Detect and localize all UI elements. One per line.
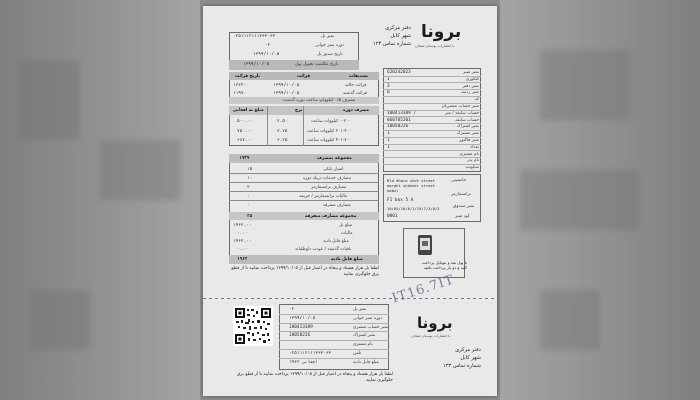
row-divider	[229, 191, 379, 192]
row-divider	[383, 123, 481, 124]
due-date-value: ۱۳۹۹/۱۰/۰۵	[243, 62, 270, 67]
bill-number-label: نمبر بل	[321, 34, 335, 39]
row-divider	[279, 314, 389, 315]
transformer-value: F1 box 5 A	[387, 198, 414, 203]
payment-caption	[401, 260, 467, 270]
customer-field-value: 1	[387, 76, 390, 82]
background-blur-block	[30, 290, 90, 350]
period-label: دوره میتر خوانی	[315, 43, 345, 48]
consumption-col-amount: مبلغ به افغانی	[233, 108, 264, 113]
bill-number-value: ۰۲	[265, 43, 271, 48]
background-blur-block	[20, 60, 80, 140]
background-blur-block	[540, 50, 630, 120]
payment-info-box	[403, 228, 465, 278]
issue-date-label: تاریخ صدور بل	[317, 52, 343, 57]
row-divider	[383, 103, 481, 104]
customer-field-label: نام مشتری	[459, 151, 479, 157]
readings-col-note: تصدیقات	[349, 74, 368, 79]
stub-field-value: 10058226	[289, 333, 311, 339]
subtotal-value: ۲۵	[247, 214, 253, 219]
customer-field-value: 1	[387, 131, 390, 137]
row-divider	[279, 323, 389, 324]
summary-value: ۰.۰۰	[237, 231, 248, 236]
summary-value: ۱۹۶۲.۰۰	[233, 223, 252, 228]
customer-field-label: نمبر مشترک	[456, 131, 479, 137]
totals-header	[229, 154, 379, 163]
stub-field-value: ۰۲۵۱۱۱۲۱۱۱۳۳۳۰۳۳	[289, 351, 332, 356]
subtotal-title: مجموعه مصارف متفرقه	[305, 214, 357, 219]
row-divider	[279, 340, 389, 341]
consumption-rate: ۲.۵۰	[277, 119, 288, 124]
consumption-rate: ۶.۲۵	[277, 138, 288, 143]
background-blur-block	[100, 140, 180, 200]
brand-logo: برونا	[421, 22, 462, 42]
row-divider	[383, 116, 481, 117]
stub-field-label: نمبر اشتراک	[353, 333, 376, 339]
office-line: شماره تماس ۱۲۳	[372, 41, 411, 47]
charge-value: ۰	[247, 194, 250, 199]
consumption-range: ۴۰۱-۷۰۰ کیلووات ساعت	[307, 138, 352, 143]
charge-label: مصارف خدمات دریک دوره	[303, 176, 351, 181]
address-label: جانشینی	[451, 178, 467, 183]
charge-label: مصارف ترانسفارمر	[311, 185, 347, 190]
summary-value: ۱۹۶۲.۰۰	[233, 239, 252, 244]
row-divider	[383, 82, 481, 83]
customer-field-label: حساب سابقه	[455, 117, 479, 123]
cover-value: 0001	[387, 214, 398, 219]
charge-value: ۱۰	[247, 176, 253, 181]
office-line: دفتر مرکزی	[385, 25, 411, 31]
table-divider	[267, 106, 268, 146]
customer-field-label: نمبر حساب مشتریان	[441, 104, 479, 109]
brand-tagline: با انتشارات بوستان شفاف	[415, 44, 455, 48]
customer-field-value: 6	[387, 90, 390, 96]
readings-col-date: تاریخ قرائت	[235, 74, 261, 79]
office-line: دفتر مرکزی	[455, 347, 481, 353]
customer-field-value: 1	[387, 138, 390, 143]
customer-field-label: سکونت	[465, 165, 479, 171]
row-divider	[383, 164, 481, 165]
payment-note: لطفا بل هزار هشتاد و پنجاه در اعتبار قبل از ۱۳۹۹/۱۰/۰۵ پرداخت نمایید تا از قطع برق جلوگیری نمایید	[231, 266, 379, 277]
customer-field-label: نمبر میتر	[463, 70, 479, 75]
electricity-bill-sheet	[203, 6, 497, 396]
stub-field-label: مبلغ قابل تادیه	[353, 359, 379, 365]
payment-caption-line: با پول نقد و موبایل پرداخت	[421, 260, 467, 265]
stub-brand-logo: برونا	[417, 314, 453, 332]
stub-field-label: دوره میتر خوانی	[353, 315, 383, 321]
row-divider	[229, 182, 379, 183]
background-blur-block	[520, 170, 640, 230]
charge-label: امتیاز بانکی	[323, 167, 344, 172]
due-date-label: تاریخ مکلفیت تحویل پول	[295, 62, 339, 67]
customer-field-value: 1	[387, 144, 390, 150]
stub-field-label: تلفن	[353, 351, 362, 356]
customer-field-label: نمبر دفتر	[462, 83, 479, 89]
consumption-col-rate: نرخ	[295, 108, 303, 113]
row-divider	[229, 173, 379, 174]
row-divider	[279, 331, 389, 332]
stub-brand-tagline: با انتشارات بوستان شفاف	[411, 334, 451, 338]
consumption-range: ۰-۲۰۰ کیلووات ساعت	[311, 119, 351, 124]
customer-field-label: نام پدر	[466, 158, 479, 164]
row-divider	[229, 200, 379, 201]
consumption-amount: ۵۰۰.۰۰	[237, 119, 253, 124]
table-divider	[303, 106, 304, 146]
stub-field-label: نام مشتری	[353, 342, 373, 348]
payable-label: مبلغ قابل تادیه	[331, 257, 363, 262]
tear-line	[203, 298, 497, 299]
office-line: شماره تماس ۱۲۳	[442, 363, 481, 369]
consumption-rate: ۳.۷۵	[277, 129, 288, 134]
office-line: شهر کابل	[390, 33, 411, 39]
customer-field-label: کتگوری	[465, 76, 479, 82]
customer-field-value: 060705201	[387, 117, 411, 123]
stub-office-info	[429, 346, 481, 370]
charge-value: ۱۵	[247, 167, 253, 172]
stub-field-value: ۰۲	[289, 307, 295, 312]
customer-field-label: نمبر فاکتور	[459, 138, 479, 143]
customer-field-label: کد	[474, 97, 479, 103]
office-line: شهر کابل	[460, 355, 481, 361]
row-divider	[279, 358, 389, 359]
row-divider	[383, 96, 481, 97]
payment-caption-line: کنید و دو بار پرداخت نکنید	[423, 265, 467, 270]
stub-field-value: ۱۹۶۲ افغانی	[289, 359, 319, 365]
phone-value: ۰۲۵۱۱۱۲۱۱۱۳۳۳۰۳۳	[233, 34, 276, 39]
stub-field-label: نمبر حساب مشتری	[353, 324, 389, 330]
charge-label: مصارف متفرقه	[323, 203, 351, 208]
consumption-range: ۲۰۱-۴۰۰ کیلووات ساعت	[307, 129, 352, 134]
stub-field-value: 100413389	[289, 324, 313, 330]
row-divider	[383, 130, 481, 131]
qr-code	[233, 306, 273, 346]
summary-label: مبلغ قابل تادیه	[323, 239, 349, 244]
address-value: Bld dhara shot street marghi shaheer street kabul	[387, 178, 436, 193]
period-value: ۱۳۹۹/۱۰/۰۵	[253, 52, 280, 57]
row-divider	[383, 110, 481, 111]
customer-field-label: تعداد	[470, 144, 479, 150]
stub-payment-note: لطفا بل هزار هشتاد و پنجاه در اعتبار قبل از ۱۳۹۹/۱۰/۰۵ پرداخت نمایید تا از قطع برق جلوگیری نمایید	[236, 372, 393, 383]
mobile-payment-icon	[417, 234, 433, 256]
row-divider	[383, 150, 481, 151]
totals-title: مجموعه بمصرف	[317, 156, 352, 161]
summary-label: مالیات	[341, 231, 353, 236]
customer-field-label: نمبر ردیف	[460, 90, 479, 96]
current-reading-value: ۱۲۲۲۰	[233, 83, 247, 88]
payable-value: ۱۹۶۲	[237, 257, 248, 262]
consumption-amount: ۷۵۰.۰۰	[237, 129, 253, 134]
customer-field-label: حساب سابقه / متر	[445, 110, 479, 116]
handwritten-number-stamp: IT16.7IT	[390, 272, 457, 307]
transformer-label: ترانسفارمر	[451, 192, 472, 197]
previous-reading-label: قرائت گذشته	[343, 91, 367, 96]
row-divider	[383, 89, 481, 90]
office-info	[363, 24, 411, 48]
seal-label: نمبر صندوق	[453, 204, 475, 209]
summary-label: باقیات گذشته / عودت داوطلبانه	[295, 247, 352, 252]
stub-field-label: نمبر بل	[353, 307, 367, 312]
cover-label: کود میتر	[455, 214, 470, 219]
previous-reading-value: ۱۱۹۷۰	[233, 91, 247, 96]
usage-title: مصرف ۰/۵ کیلوواټ ساعت دوره گذشت	[283, 98, 356, 103]
totals-title-value: ۱۹۳۷	[239, 156, 250, 161]
current-reading-date: ۱۳۹۹/۱۰/۰۵	[273, 83, 300, 88]
current-reading-label: قرائت حالیه	[345, 83, 367, 88]
row-divider	[383, 157, 481, 158]
charge-value: ۰	[247, 203, 250, 208]
row-divider	[383, 144, 481, 145]
customer-field-value: 3	[387, 83, 390, 89]
customer-field-label: نمبر اشتراک	[456, 124, 479, 130]
readings-col-reading: قرائت	[297, 74, 311, 79]
row-divider	[279, 349, 389, 350]
row-divider	[383, 137, 481, 138]
consumption-col-range: مصرف دوره	[343, 108, 369, 113]
consumption-amount: ۶۸۷.۰۰	[237, 138, 253, 143]
background-blur-block	[540, 290, 600, 350]
stub-field-value: ۱۳۹۹/۱۰/۰۵	[289, 315, 316, 321]
charge-value: ۲	[247, 185, 250, 190]
row-divider	[383, 76, 481, 77]
customer-field-value: 10058226	[387, 124, 409, 130]
customer-field-value: 100413389 /	[387, 110, 417, 116]
summary-value: ۰.۰۰	[237, 247, 248, 252]
previous-reading-date: ۱۳۹۹/۱۰/۰۵	[273, 91, 300, 96]
seal-value: 10/05/10/6/1/19/7/3/0/2	[387, 206, 440, 211]
summary-label: مبلغ بل	[339, 223, 353, 228]
customer-field-value: 620242023	[387, 70, 411, 75]
charge-label: مالیات ترانسفارمر / جریمه	[299, 194, 348, 199]
